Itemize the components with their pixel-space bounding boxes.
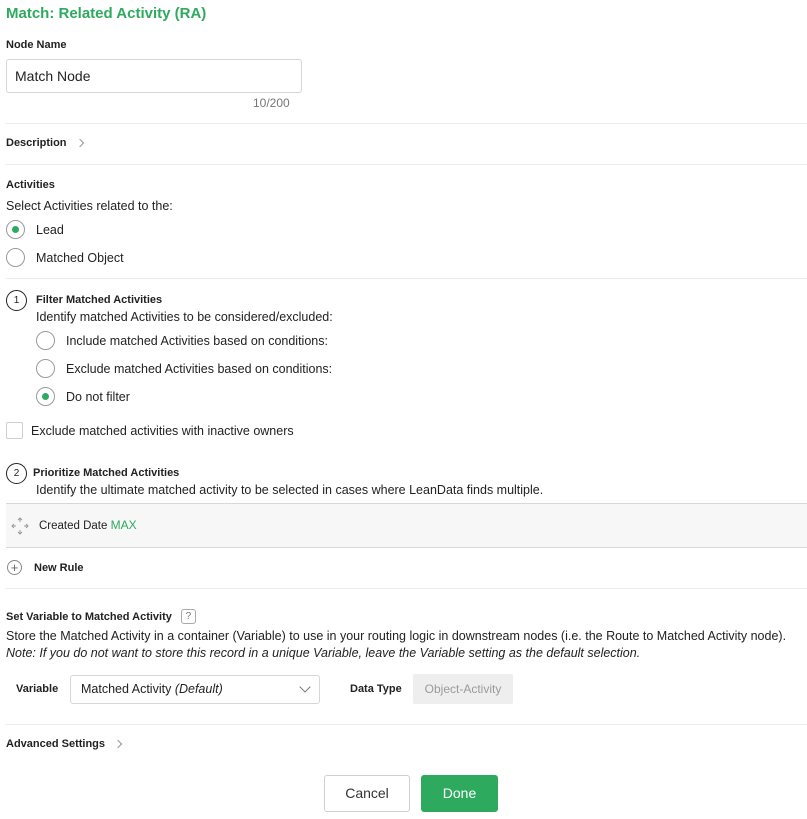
divider [6,164,807,165]
rule-function-link[interactable]: MAX [110,518,137,532]
checkbox[interactable] [6,422,23,439]
plus-icon: + [7,560,22,575]
prioritize-subtitle: Identify the ultimate matched activity to be selected in cases where LeanData finds multiple. [36,483,544,497]
radio-button[interactable] [6,248,25,267]
radio-button[interactable] [6,220,25,239]
divider [6,724,807,725]
radio-label: Include matched Activities based on conditions: [66,333,328,348]
exclude-inactive-owners[interactable] [6,422,294,439]
radio-label: Do not filter [66,389,130,404]
divider [6,588,807,589]
radio-exclude-filter[interactable] [36,359,332,378]
variable-section-header [6,609,196,624]
radio-matched-object[interactable] [6,248,124,267]
activities-prompt: Select Activities related to the: [6,199,173,213]
variable-select[interactable] [70,675,320,704]
new-rule-label: New Rule [34,561,84,574]
drag-handle-icon[interactable] [10,516,30,536]
variable-select-value: Matched Activity [81,682,172,696]
divider [6,278,807,279]
radio-button[interactable] [36,359,55,378]
advanced-settings-toggle[interactable] [6,738,121,750]
rule-text [39,518,137,532]
description-toggle[interactable] [6,137,83,149]
radio-button[interactable] [36,387,55,406]
new-rule-button[interactable] [7,560,84,575]
divider [6,123,807,124]
done-button[interactable]: Done [421,775,498,812]
variable-section-note: Note: If you do not want to store this record in a unique Variable, leave the Variable setting as the default selection. [6,646,641,660]
data-type-value: Object-Activity [413,674,513,704]
node-name-input[interactable]: Match Node [6,59,302,93]
node-name-counter: 10/200 [253,96,290,110]
advanced-settings-label: Advanced Settings [6,738,106,750]
radio-include-filter[interactable] [36,331,328,350]
radio-do-not-filter[interactable] [36,387,130,406]
filter-title: Filter Matched Activities [36,294,163,306]
radio-label: Matched Object [36,250,124,265]
step-number-1: 1 [6,290,27,311]
data-type-label: Data Type [350,683,402,695]
prioritize-title: Prioritize Matched Activities [33,467,180,479]
filter-subtitle: Identify matched Activities to be considered/excluded: [36,310,333,324]
radio-label: Lead [36,222,64,237]
variable-label: Variable [16,683,59,695]
radio-lead[interactable] [6,220,64,239]
chevron-right-icon [114,740,122,748]
variable-section-desc: Store the Matched Activity in a container (Variable) to use in your routing logic in downstream nodes (i.e. the Route to Matched Activity node). [6,629,787,643]
variable-select-default: (Default) [174,682,223,696]
cancel-button[interactable]: Cancel [324,775,410,812]
activities-label: Activities [6,179,55,191]
chevron-right-icon [75,139,83,147]
chevron-down-icon [299,681,310,692]
page-title: Match: Related Activity (RA) [6,5,207,22]
checkbox-label: Exclude matched activities with inactive owners [31,423,294,438]
node-name-label: Node Name [6,39,67,51]
description-label: Description [6,137,67,149]
radio-label: Exclude matched Activities based on conditions: [66,361,333,376]
help-icon[interactable]: ? [181,609,196,624]
step-number-2: 2 [6,463,27,484]
priority-rule-row[interactable] [6,503,807,548]
variable-section-title: Set Variable to Matched Activity [6,610,172,623]
radio-button[interactable] [36,331,55,350]
rule-field: Created Date [39,520,108,532]
